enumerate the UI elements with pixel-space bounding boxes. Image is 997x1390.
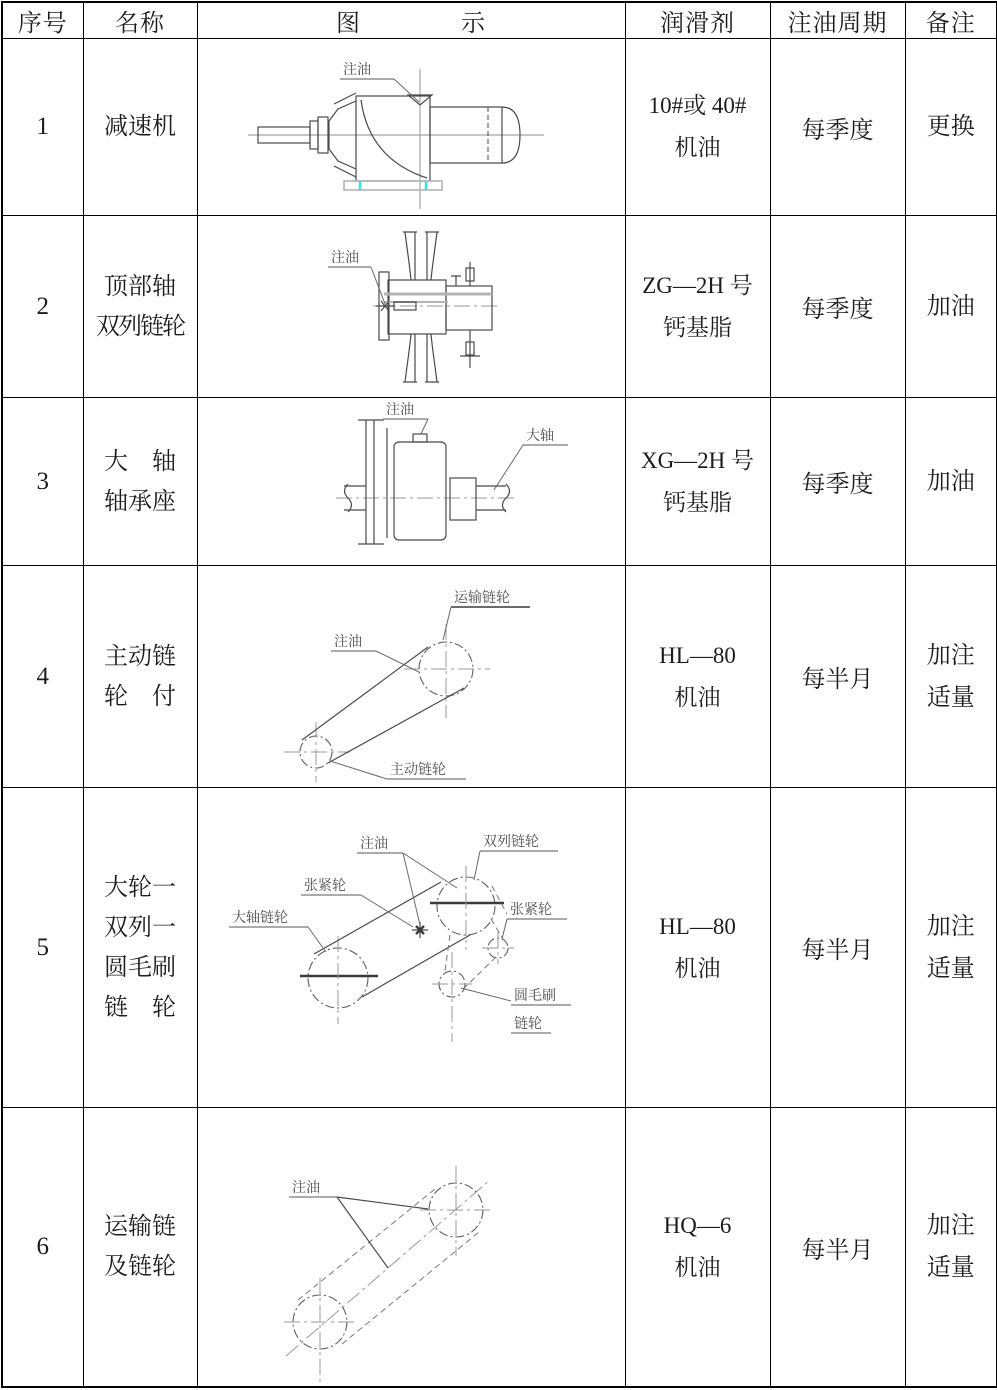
diagram-label-oil: 注油 [333,635,362,650]
table-row [2,1108,997,1388]
row6-no: 6 [2,1108,83,1388]
row5-name: 大轮一 双列一 圆毛刷 链 轮 [83,788,197,1108]
row1-remark: 更换 [905,39,997,216]
row2-cycle: 每季度 [770,216,905,398]
lubrication-table [1,1,997,1388]
table-row [2,788,997,1108]
row3-cycle: 每季度 [770,398,905,566]
table-row [2,398,997,566]
row6-diagram-cell [197,1108,625,1388]
row1-cycle: 每季度 [770,39,905,216]
row6-cycle: 每半月 [770,1108,905,1388]
header-name: 名称 [83,2,197,39]
row4-name: 主动链 轮 付 [83,566,197,788]
row5-diagram-cell [197,788,625,1108]
row5-no: 5 [2,788,83,1108]
bearing-housing-drawing [198,398,626,565]
diagram-label-transport-sprocket: 运输链轮 [453,591,510,606]
diagram-label-oil: 注油 [330,251,359,266]
row2-name: 顶部轴 双列链轮 [83,216,197,398]
row6-name: 运输链 及链轮 [83,1108,197,1388]
row3-name: 大 轴 轴承座 [83,398,197,566]
header-remark: 备注 [905,2,997,39]
diagram-label-main-shaft-sprocket: 大轴链轮 [231,911,288,926]
header-lubricant: 润滑剂 [625,2,770,39]
diagram-label-drive-sprocket: 主动链轮 [389,763,446,778]
row4-no: 4 [2,566,83,788]
diagram-label-sprocket: 链轮 [513,1017,542,1032]
diagram-label-oil: 注油 [359,837,388,852]
row3-lubricant: XG—2H 号 钙基脂 [625,398,770,566]
row4-lubricant: HL—80 机油 [625,566,770,788]
diagram-label-tension-wheel-left: 张紧轮 [303,879,346,894]
row4-diagram-cell [197,566,625,788]
multi-sprocket-drawing [198,788,626,1107]
row3-no: 3 [2,398,83,566]
row3-diagram-cell [197,398,625,566]
table-header-row [2,2,997,39]
row3-remark: 加油 [905,398,997,566]
sheave-drawing [198,216,626,397]
row2-diagram-cell [197,216,625,398]
diagram-label-main-shaft: 大轴 [525,429,554,444]
row1-diagram-cell [197,39,625,216]
row1-lubricant: 10#或 40# 机油 [625,39,770,216]
reducer-drawing [198,39,626,215]
row6-remark: 加注 适量 [905,1108,997,1388]
row2-no: 2 [2,216,83,398]
header-no: 序号 [2,2,83,39]
row5-cycle: 每半月 [770,788,905,1108]
row2-lubricant: ZG—2H 号 钙基脂 [625,216,770,398]
row4-cycle: 每半月 [770,566,905,788]
drive-sprocket-drawing [198,566,626,787]
row1-no: 1 [2,39,83,216]
row1-name: 减速机 [83,39,197,216]
diagram-label-tension-wheel-right: 张紧轮 [509,903,552,918]
header-cycle: 注油周期 [770,2,905,39]
diagram-label-oil: 注油 [385,403,414,418]
diagram-label-oil: 注油 [342,63,371,78]
row2-remark: 加油 [905,216,997,398]
header-diagram: 图 示 [197,2,625,39]
diagram-label-double-row-sprocket: 双列链轮 [482,835,539,850]
transport-chain-drawing [198,1108,626,1386]
diagram-label-round-brush: 圆毛刷 [513,989,556,1004]
table-row [2,566,997,788]
table-row [2,39,997,216]
row5-lubricant: HL—80 机油 [625,788,770,1108]
row6-lubricant: HQ—6 机油 [625,1108,770,1388]
row5-remark: 加注 适量 [905,788,997,1108]
table-row [2,216,997,398]
diagram-label-oil: 注油 [291,1181,320,1196]
row4-remark: 加注 适量 [905,566,997,788]
